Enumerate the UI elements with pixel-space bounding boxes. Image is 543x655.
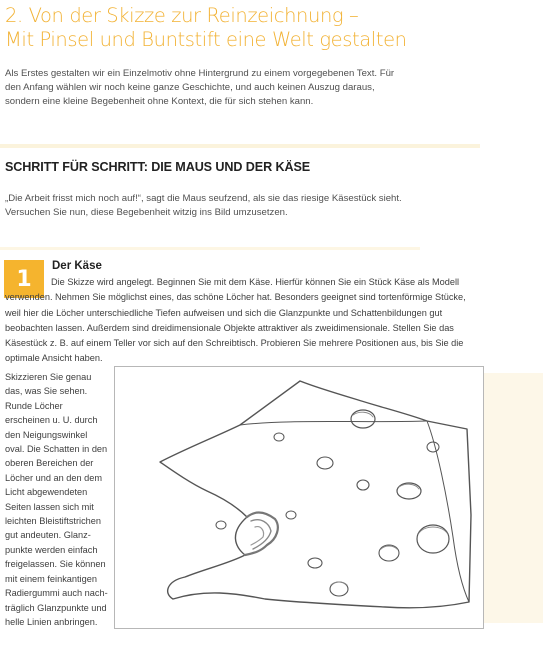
cheese-hole (286, 511, 296, 519)
cheese-hole (351, 410, 375, 428)
cheese-front-edge (427, 421, 469, 602)
cheese-top-edge (240, 421, 427, 425)
cheese-hole (216, 521, 226, 529)
decorative-side-band (484, 373, 543, 623)
step-title: Der Käse (52, 260, 102, 272)
cheese-hole (308, 558, 322, 568)
cheese-sketch-drawing (115, 367, 483, 628)
section-heading: SCHRITT FÜR SCHRITT: DIE MAUS UND DER KÄSE (5, 160, 311, 174)
cheese-outline (160, 381, 471, 608)
step-number-badge: 1 (4, 260, 44, 298)
cheese-hole (357, 480, 369, 490)
bite-mark-shading (245, 513, 278, 555)
cheese-hole (427, 442, 439, 452)
sketch-caption: Skizzieren Sie genau das, was Sie sehen. Runde Löcher erscheinen u. U. durch den Neigungswinkel oval. Die Schatten in den oberen Bereichen der Löcher und an den dem Licht abgewendeten Seiten lassen sich mit leichten Bleistiftstrichen gut andeuten. Glanzpunkte werden einfach freigelassen. Sie können mit einem feinkantigen Radiergummi auch nachträglich Glanzpunkte und helle Linien anbringen. (5, 372, 108, 627)
cheese-sketch-image (114, 366, 484, 629)
section-divider-band (0, 144, 480, 148)
cheese-hole (274, 433, 284, 441)
intro-paragraph: Als Erstes gestalten wir ein Einzelmotiv ohne Hintergrund zu einem vorgegebenen Text. Für den Anfang wählen wir noch keine ganze Geschichte, und auch keinen Auszug daraus, sondern eine kleine Begebenheit ohne Kontext, die für sich stehen kann. (5, 68, 395, 107)
chapter-title-line-1: 2. Von der Skizze zur Reinzeichnung – (5, 4, 359, 27)
step-divider-band (0, 247, 420, 250)
section-body: „Die Arbeit frisst mich noch auf!“, sagt die Maus seufzend, als sie das riesige Käsestück sieht. Versuchen Sie nun, diese Begebenheit witzig ins Bild umzusetzen. (5, 193, 402, 218)
chapter-title (5, 4, 525, 52)
chapter-title-line-2: Mit Pinsel und Buntstift eine Welt gestalten (5, 28, 407, 51)
cheese-hole (397, 483, 421, 499)
cheese-hole (417, 525, 449, 553)
cheese-hole (379, 545, 399, 561)
step-body: Die Skizze wird angelegt. Beginnen Sie mit dem Käse. Hierfür können Sie ein Stück Käse als Modell verwenden. Nehmen Sie möglichst eines, das schöne Löcher hat. Besonders geeignet sind tortenförmige Stücke, weil hier die Löcher unterschiedliche Tiefen aufweisen und sich die Glanzpunkte und Schattenbildungen gut beobachten lassen. Außerdem sind dreidimensionale Objekte attraktiver als zweidimensionale. Stellen Sie das Käsestück z. B. auf einem Teller vor sich auf den Schreibtisch. Probieren Sie mehrere Positionen aus, bis Sie die optimale Ansicht haben. (5, 277, 466, 364)
cheese-hole (317, 457, 333, 469)
